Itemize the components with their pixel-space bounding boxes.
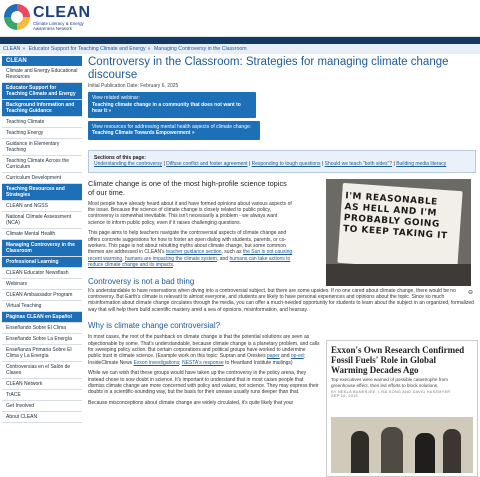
publication-date: Initial Publication Date: February 6, 2025 (88, 83, 179, 89)
sidebar-item-climate-and-energy-educational-resources[interactable]: Climate and Energy Educational Resources (2, 66, 82, 83)
heading-not-bad: Controversy is not a bad thing (88, 276, 195, 286)
article-subhead: Top executives were warned of possible catastrophe from greenhouse effect, then led efforts to block solutions. (331, 377, 448, 388)
sidebar-item-clean[interactable]: CLEAN (2, 56, 82, 66)
mental-health-resources-button[interactable] (88, 121, 260, 140)
sidebar-item-climate-mental-health[interactable]: Climate Mental Health (2, 229, 82, 240)
mental-health-title: Teaching Climate Towards Empowerment » (92, 130, 195, 136)
protest-sign-photo[interactable] (326, 179, 471, 286)
sidebar-item-background-information-and-teaching-guidance[interactable]: Background Information and Teaching Guidance (2, 100, 82, 117)
section-link-both-sides[interactable]: Should we teach "both sides"? (324, 161, 393, 167)
intro-paragraph-1: Most people have already heard about it and have formed opinions about various aspects of the issue. Because the science of climate change is closely related to public policy, controversy is somewhat inevitable. This isn't necessarily a problem - we always want science to inform public policy, even if it raises challenging questions. (88, 200, 292, 226)
sidebar-item-managing-controversy-in-the-classroom[interactable]: Managing Controversy in the Classroom (2, 240, 82, 257)
sidebar-item-ense-ando-sobre-el-clima[interactable]: Enseñando Sobre El Clima (2, 323, 82, 334)
sidebar-item-ense-ando-sobre-la-energ-a[interactable]: Enseñando Sobre La Energía (2, 334, 82, 345)
sidebar-item-teaching-climate[interactable]: Teaching Climate (2, 117, 82, 128)
mental-health-label: View resources for addressing mental health aspects of climate change: (92, 123, 252, 130)
intro-paragraph-2: This page aims to help teachers navigate the controversial aspects of climate change and offers concrete suggestions for how to foster an open dialog with students, parents, or co-workers. This page is not about rebutting myths about climate change, but some common themes are addressed in CLEAN's teacher guidance section, such as the Sun is not causing recent warming, humans are impacting the climate system, and humans can take actions to reduce climate change and its impacts. (88, 230, 293, 269)
section-link-understanding[interactable]: Understanding the controversy (94, 161, 163, 167)
related-webinar-label: View related webinar: (92, 95, 140, 101)
sidebar-item-get-involved[interactable]: Get Involved (2, 401, 82, 412)
sidebar-item-p-ginas-clean-en-espa-ol[interactable]: Páginas CLEAN en Español (2, 312, 82, 323)
sidebar-item-virtual-teaching[interactable]: Virtual Teaching (2, 301, 82, 312)
sidebar-item-trace[interactable]: TrACE (2, 390, 82, 401)
op-ed-link[interactable]: op-ed (290, 353, 304, 360)
sun-warming-link[interactable]: the Sun is not causing recent warming (88, 249, 293, 262)
related-webinar-button[interactable] (88, 92, 256, 118)
protest-sign-text: I'M REASONABLE AS HELL AND I'M PROBABLY GOING TO KEEP TAKING IT (342, 190, 448, 241)
paper-link[interactable]: paper (266, 353, 280, 360)
article-headline: Exxon's Own Research Confirmed Fossil Fuels' Role in Global Warming Decades Ago (331, 345, 465, 375)
sidebar-item-webinars[interactable]: Webinars (2, 279, 82, 290)
page-sections-box: Sections of this page: Understanding the controversy | Diffuse conflict and foster agreement | Responding to tough questions | Should we teach "both sides"? | Building media literacy (88, 150, 476, 173)
paragraph-not-bad: It's understandable to have reservations when diving into a controversial subject, but there are some upsides. If no one cared about climate change, there would be no controversy. But Earth's climate is relevant to almost everyone, and students are likely to have personal experiences and opinions about the topic. Since so much misinformation about climate change circulates through the media, you can offer a much-needed opportunity for students to learn about the subject in an organized, formalized way that will help them build scientific mastery amid a sea of opinions, misinformation, and hearsay. (88, 287, 474, 313)
sidebar-item-national-climate-assessment-nca[interactable]: National Climate Assessment (NCA) (2, 212, 82, 229)
sidebar-item-clean-educator-newsflash[interactable]: CLEAN Educator Newsflash (2, 268, 82, 279)
sidebar-item-educator-support-for-teaching-climate-and-energy[interactable]: Educator Support for Teaching Climate and Energy (2, 83, 82, 100)
image-info-icon[interactable]: ⊖ (468, 289, 474, 296)
paragraph-why-1: In most cases, the root of the pushback on climate change is that the potential solutions are seen as objectionable by some. That's understandable, because climate change is a planetary problem, and calls for sweeping policy action. But certain corporations and political groups have worked to undermine public trust in climate science. (Example work on this topic: Supran and Oreskes paper and op-ed; InsideClimate News Exxon investigations; NESTA's response to Heartland Institute mailings) (88, 334, 320, 366)
logo-text[interactable]: CLEAN (33, 4, 91, 21)
sidebar-item-professional-learning[interactable]: Professional Learning (2, 257, 82, 268)
sidebar-item-about-clean[interactable]: About CLEAN (2, 412, 82, 423)
breadcrumb-link-clean[interactable]: CLEAN (3, 46, 21, 52)
breadcrumb: CLEAN » Educator Support for Teaching Climate and Energy » Managing Controversy in the Classroom (0, 44, 480, 54)
humans-actions-link[interactable]: humans can take actions to reduce climate change and its impacts (88, 255, 291, 269)
teacher-guidance-link[interactable]: teacher guidance section (165, 249, 222, 256)
sidebar-item-clean-and-ngss[interactable]: CLEAN and NGSS (2, 201, 82, 212)
section-link-diffuse-conflict[interactable]: Diffuse conflict and foster agreement (166, 161, 248, 167)
sidebar-item-clean-network[interactable]: CLEAN Network (2, 379, 82, 390)
site-header (0, 0, 480, 37)
paragraph-why-2: While we can wish that these groups would have taken up the controversy in the policy arena, they instead chose to sow doubt in science. It's important to understand that in most cases people that dismiss climate change are more concerned with policy and values, not science. They may express their doubts in a scientific-sounding way, but the basis for their unease usually runs deeper than that. (88, 370, 319, 396)
humans-impacting-link[interactable]: humans are impacting the climate system (124, 255, 217, 262)
exxon-article-thumbnail[interactable] (326, 340, 478, 477)
article-date: SEP 16, 2015 (331, 394, 358, 399)
sidebar-item-controversias-en-el-sal-n-de-clases[interactable]: Controversias en el Salón de Clases (2, 362, 82, 379)
sidebar-item-guidance-in-elementary-teaching[interactable]: Guidance in Elementary Teaching (2, 139, 82, 156)
sections-label: Sections of this page: (94, 154, 146, 161)
sidebar-item-teaching-climate-across-the-curriculum[interactable]: Teaching Climate Across the Curriculum (2, 156, 82, 173)
article-photo (331, 417, 473, 473)
sidebar-item-curriculum-development[interactable]: Curriculum Development (2, 173, 82, 184)
photo-background (326, 264, 471, 286)
logo-subtitle: Climate Literacy & Energy Awareness Network (33, 21, 84, 31)
sidebar-item-teaching-resources-and-strategies[interactable]: Teaching Resources and Strategies (2, 184, 82, 201)
clean-logo-icon[interactable] (4, 4, 30, 30)
sidebar-item-teaching-energy[interactable]: Teaching Energy (2, 128, 82, 139)
top-nav-bar (0, 37, 480, 44)
article-byline: BY NEELA BANERJEE, LISA SONG AND DAVID HASEMYER (331, 390, 451, 395)
section-link-tough-questions[interactable]: Responding to tough questions (251, 161, 321, 167)
breadcrumb-link-educator-support[interactable]: Educator Support for Teaching Climate and Energy (28, 46, 146, 52)
nesta-response-link[interactable]: NESTA's response (181, 359, 224, 366)
exxon-investigations-link[interactable]: Exxon investigations (133, 359, 180, 366)
section-link-media-literacy[interactable]: Building media literacy (396, 161, 447, 167)
lede-text: Climate change is one of the most high-profile science topics of our time. (88, 178, 287, 197)
sidebar-item-ense-anza-primaria-sobre-el-clima-y-la-energ-a[interactable]: Enseñanza Primaria Sobre El Clima y La Energía (2, 345, 82, 362)
heading-why-controversial: Why is climate change controversial? (88, 321, 221, 331)
breadcrumb-current: Managing Controversy in the Classroom (153, 46, 247, 52)
related-webinar-title: Teaching climate change in a community that does not want to hear it » (92, 101, 241, 114)
paragraph-why-3: Because misconceptions about climate change are widely circulated, it's quite likely that your (88, 399, 294, 406)
page-title: Controversy in the Classroom: Strategies for managing climate change discourse (88, 56, 449, 81)
sidebar-item-clean-ambassador-program[interactable]: CLEAN Ambassador Program (2, 290, 82, 301)
sidebar-nav (2, 56, 82, 423)
